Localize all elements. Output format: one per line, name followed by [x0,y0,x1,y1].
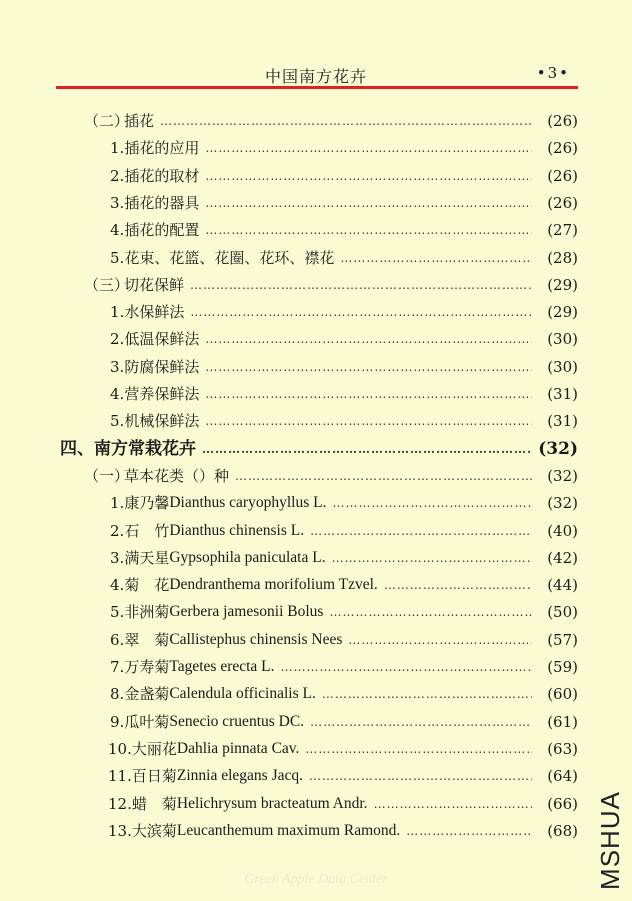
toc-entry [110,163,578,189]
toc-entry [110,709,578,735]
toc-entry-page: (30) [547,330,578,349]
toc-entry-latin-name: Dianthus caryophyllus L. [169,494,327,512]
toc-entry-number: 1. [110,494,125,513]
toc-entry-latin-name: Dendranthema morifolium Tzvel. [169,576,378,594]
toc-entry [110,599,578,625]
toc-entry [110,572,578,598]
dot-leader [374,791,532,817]
toc-entry-page: (30) [547,357,578,376]
toc-entry-label: 金盏菊 [124,685,170,704]
toc-entry-page: (60) [547,685,578,704]
side-mark [593,790,627,890]
toc-entry-number: 4. [110,576,125,595]
toc-entry-label: 防腐保鲜法 [124,357,200,376]
toc-entry-label: 大丽花 [131,739,177,758]
toc-entry-number: 12. [108,794,132,813]
header-rule [56,86,578,89]
toc-entry-number: 11. [108,767,132,786]
toc-entry-label: 蜡 菊 [131,794,177,813]
toc-entry [110,408,578,434]
toc-entry-page: (61) [547,712,578,731]
toc-entry [110,299,578,325]
toc-entry-number: 3. [110,193,125,212]
toc-entry [110,326,578,352]
toc-entry [108,818,578,844]
toc-entry-page: (28) [547,248,578,267]
dot-leader [205,381,532,407]
toc-entry [108,736,578,762]
toc-entry-label: 石 竹 [124,521,170,540]
toc-entry-label: 插花的取材 [124,166,200,185]
toc-entry-label: 切花保鲜 [124,275,185,294]
toc-entry [84,272,578,298]
dot-leader [305,736,532,762]
toc-entry-page: (29) [547,275,578,294]
dot-leader [348,627,532,653]
toc-entry-number: 8. [110,685,125,704]
toc-entry [110,135,578,161]
dot-leader [190,299,532,325]
dot-leader [205,163,532,189]
toc-entry [60,436,578,462]
toc-entry-page: (66) [547,794,578,813]
dot-leader [205,408,532,434]
toc-entry-number: 1. [110,303,125,322]
toc-entry-label: 翠 菊 [124,630,170,649]
toc-entry-number: 1. [110,139,125,158]
toc-entry-number: 2. [110,521,125,540]
dot-leader [205,217,532,243]
toc-entry [110,490,578,516]
toc-entry-page: (26) [547,112,578,130]
toc-entry-number: 4. [110,221,125,240]
toc-entry-label: 草本花类（）种 [124,466,230,485]
toc-entry-latin-name: Calendula officinalis L. [169,685,316,703]
toc-entry-number: 3. [110,548,125,567]
dot-leader [202,436,532,462]
toc-entry-page: (63) [547,739,578,758]
toc-entry [110,217,578,243]
dot-leader [406,818,532,844]
dot-leader [384,572,532,598]
toc-entry-page: (40) [547,521,578,540]
toc-entry-number: 5. [110,412,125,431]
toc-entry-latin-name: Dahlia pinnata Cav. [176,739,300,757]
dot-leader [329,599,532,625]
dot-leader [235,463,532,489]
toc-entry-label: 菊 花 [124,576,170,595]
watermark-text: Green Apple Data Center [244,872,388,887]
toc-entry-page: (32) [547,494,578,513]
toc-entry-label: 插花 [124,112,155,130]
dot-leader [205,326,532,352]
dot-leader [205,135,532,161]
toc-entry-label: 插花的应用 [124,139,200,158]
toc-entry-latin-name: Senecio cruentus DC. [169,712,305,730]
toc-entry-label: 百日菊 [131,767,177,786]
toc-entry-page: (59) [547,658,578,676]
toc-entry-page: (64) [547,767,578,786]
side-mark-text: MSHUA [594,790,625,890]
toc-entry-page: (29) [547,303,578,322]
toc-entry [110,518,578,544]
toc-entry [110,681,578,707]
page-number-marker: •3• [536,64,570,82]
toc-entry-number: 4. [110,385,125,403]
toc-entry-latin-name: Leucanthemum maximum Ramond. [176,821,401,839]
toc-entry [110,381,578,407]
toc-entry-number: 13. [108,821,132,840]
toc-entry [84,108,578,134]
toc-entry-latin-name: Tagetes erecta L. [169,658,275,675]
toc-entry-page: (26) [547,166,578,185]
toc-entry-page: (57) [547,630,578,649]
toc-entry-label: 非洲菊 [124,603,170,622]
dot-leader [322,681,532,707]
running-header-title: 中国南方花卉 [264,67,367,86]
toc-entry [108,791,578,817]
toc-entry-label: 花束、花篮、花圈、花环、襟花 [124,248,335,267]
dot-leader [310,709,532,735]
toc-entry-page: (26) [547,193,578,212]
toc-entry [110,354,578,380]
toc-entry-page: (68) [547,821,578,840]
toc-entry [110,654,578,680]
toc-entry-latin-name: Gypsophila paniculata L. [169,548,326,566]
toc-entry-latin-name: Dianthus chinensis L. [169,521,305,539]
toc-entry-page: (31) [547,412,578,431]
dot-leader [205,190,532,216]
toc-entry-page: (26) [547,139,578,158]
toc-entry-label: 机械保鲜法 [124,412,200,431]
toc-entry-label: 康乃馨 [124,494,170,513]
toc-entry-number: 6. [110,630,125,649]
toc-entry-number: （三） [84,275,130,294]
toc-entry-number: 四、 [60,438,94,459]
toc-entry-page: (27) [547,221,578,240]
toc-entry-latin-name: Gerbera jamesonii Bolus [169,603,324,621]
toc-entry-number: 2. [110,330,125,349]
toc-entry [110,245,578,271]
toc-entry-latin-name: Helichrysum bracteatum Andr. [176,794,368,812]
toc-entry-label: 大滨菊 [131,821,177,840]
dot-leader [160,108,532,134]
toc-entry-label: 水保鲜法 [124,303,185,322]
toc-entry-number: （一） [84,466,130,485]
dot-leader [340,245,532,271]
toc-entry-latin-name: Zinnia elegans Jacq. [176,767,303,785]
toc-entry-label: 营养保鲜法 [124,385,200,403]
toc-entry-label: 万寿菊 [124,658,170,676]
toc-entry-number: 7. [110,658,125,676]
toc-entry-label: 插花的器具 [124,193,200,212]
dot-leader [332,490,532,516]
toc-entry [84,463,578,489]
toc-entry-number: 10. [108,739,132,758]
dot-leader [281,654,532,680]
toc-entry-number: 5. [110,603,125,622]
dot-leader [310,518,532,544]
toc-entry-page: (32) [538,438,578,459]
toc-entry-label: 南方常栽花卉 [94,438,196,459]
toc-entry-label: 低温保鲜法 [124,330,200,349]
toc-entry-number: 3. [110,357,125,376]
dot-leader [190,272,532,298]
toc-entry-page: (50) [547,603,578,622]
toc-entry-latin-name: Callistephus chinensis Nees [169,630,343,648]
dot-leader [332,545,532,571]
toc-entry-page: (31) [547,385,578,403]
toc-entry [110,627,578,653]
toc-entry-number: （二） [84,112,130,130]
toc-entry-label: 插花的配置 [124,221,200,240]
toc-entry-label: 瓜叶菊 [124,712,170,731]
toc-entry-label: 满天星 [124,548,170,567]
toc-entry [108,763,578,789]
toc-entry-number: 9. [110,712,125,731]
toc-entry-number: 5. [110,248,125,267]
toc-entry [110,190,578,216]
toc-entry-page: (42) [547,548,578,567]
toc-entry-number: 2. [110,166,125,185]
dot-leader [309,763,532,789]
toc-entry-page: (32) [547,466,578,485]
toc-entry-page: (44) [547,576,578,595]
toc-entry [110,545,578,571]
dot-leader [205,354,532,380]
